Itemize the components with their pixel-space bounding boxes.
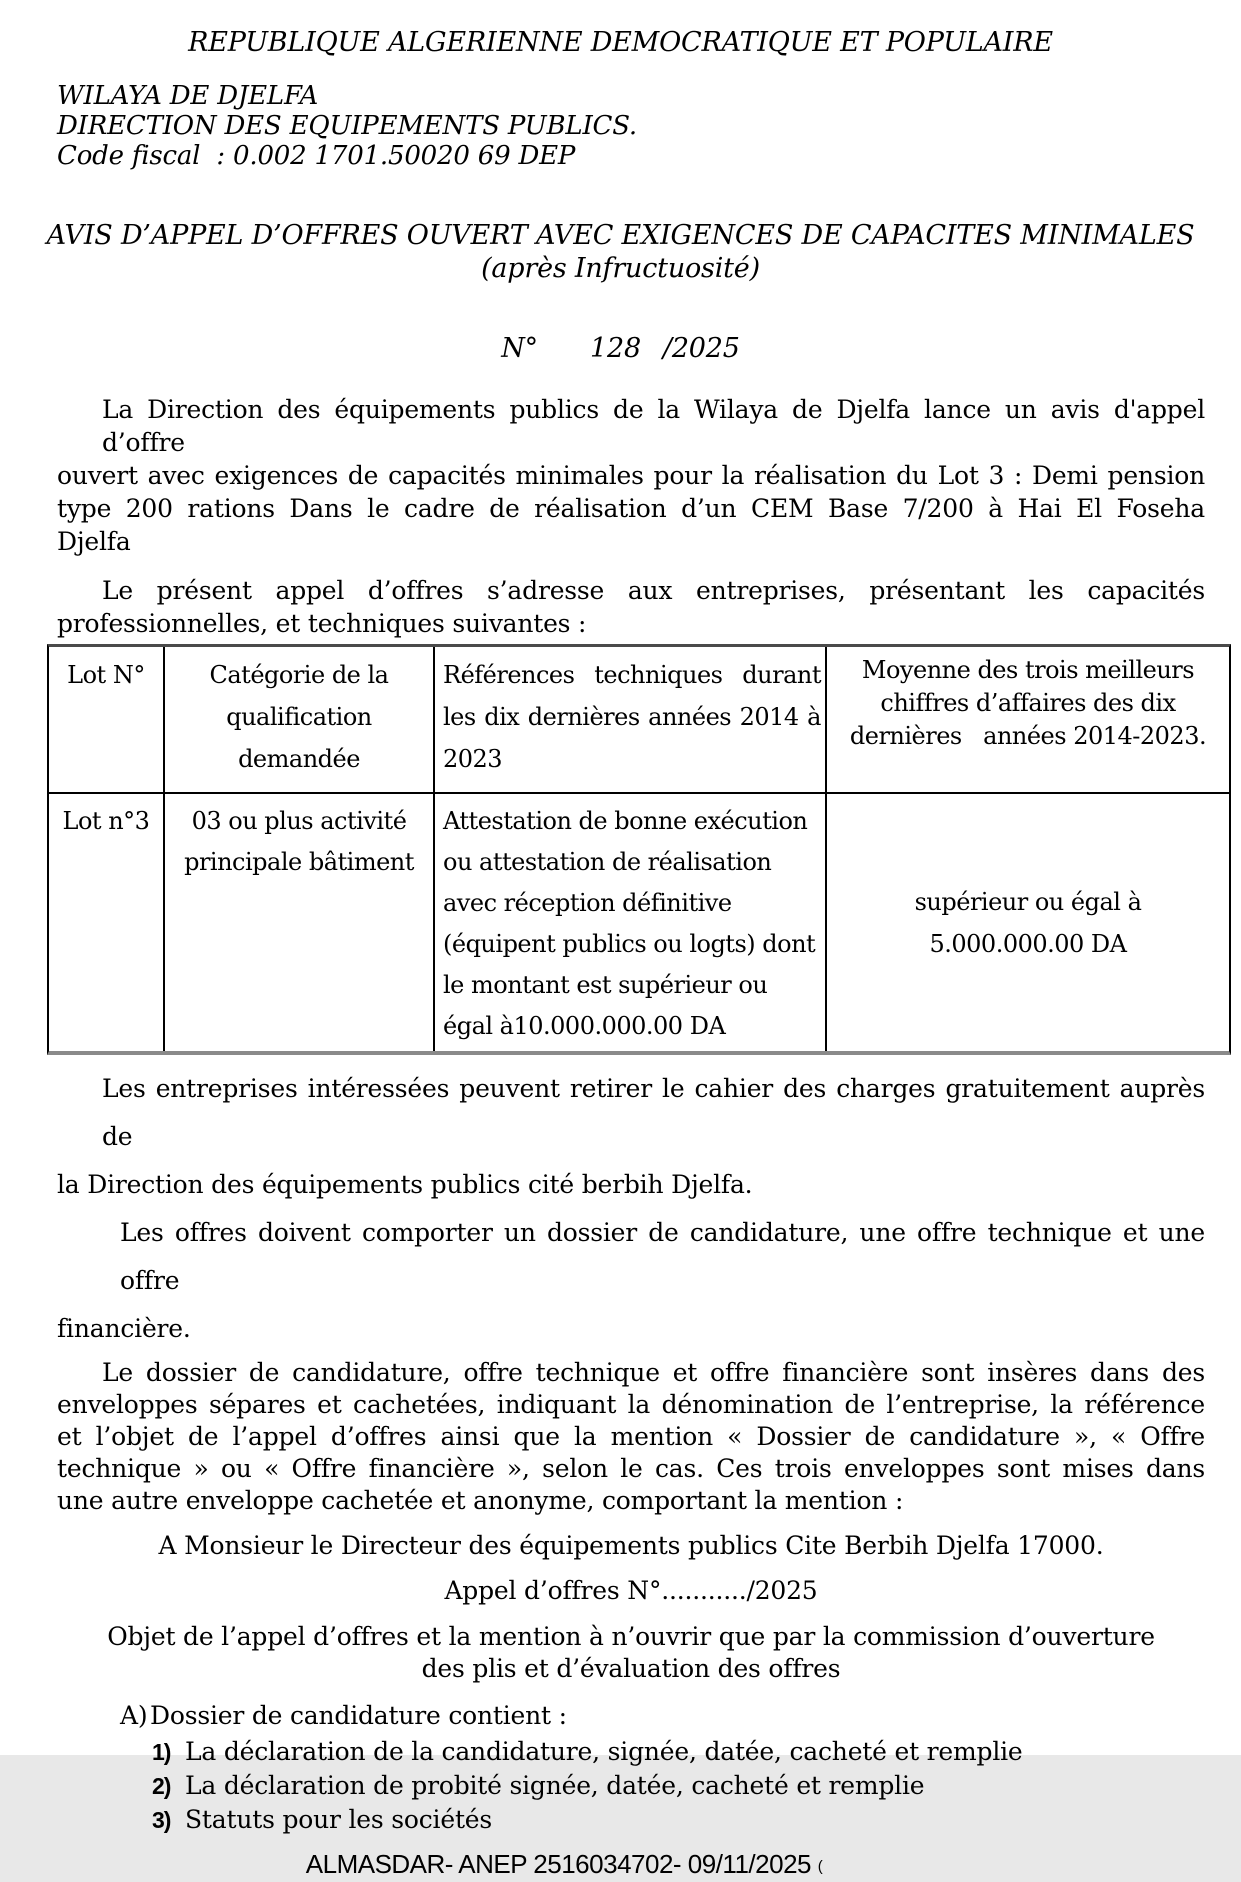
list-item-number: 1) [152, 1739, 171, 1765]
table-cell-montant: supérieur ou égal à 5.000.000.00 DA [914, 887, 1142, 958]
org-code-fiscal: Code fiscal : 0.002 1701.50020 69 DEP [57, 141, 576, 171]
table-cell-lot-n3: Lot n°3 [49, 794, 165, 1051]
list-item [57, 1735, 1205, 1769]
notice-title-block [0, 219, 1241, 285]
notice-subtitle: (après Infructuosité) [481, 253, 760, 284]
list-item-number: 2) [152, 1773, 171, 1799]
objet-line-2: des plis et d’évaluation des offres [421, 1654, 841, 1683]
section-a-marker: A) [120, 1701, 148, 1730]
table-header-references: Références techniques durant les dix dernières années 2014 à 2023 [435, 647, 827, 794]
list-item-number: 3) [152, 1807, 171, 1833]
publication-footer [57, 1849, 1205, 1882]
reference-number-line [0, 335, 1241, 363]
table-header-categorie: Catégorie de la qualification demandée [165, 647, 435, 794]
list-item-text: La déclaration de probité signée, datée, cacheté et remplie [185, 1771, 925, 1800]
republic-title: REPUBLIQUE ALGERIENNE DEMOCRATIQUE ET POPULAIRE [188, 27, 1053, 58]
paragraph-introduction: La Direction des équipements publics de la Wilaya de Djelfa lance un avis d'appel d’offre ouvert avec exigences de capacités minimales pour la réalisation du Lot 3 : Demi pension type 200 rations Dans le cadre de réalisation d’un CEM Base 7/200 à Hai El Foseha Djelfa [57, 395, 1205, 556]
paragraph-cahier-des-charges: Les entreprises intéressées peuvent retirer le cahier des charges gratuitement auprès de la Direction des équipements publics cité berbih Djelfa. [57, 1074, 1205, 1199]
candidature-list [57, 1735, 1205, 1837]
section-a-title: Dossier de candidature contient : [150, 1701, 567, 1730]
list-item [57, 1803, 1205, 1837]
list-item-text: Statuts pour les sociétés [185, 1805, 493, 1834]
paragraph-enveloppes: Le dossier de candidature, offre technique et offre financière sont insères dans des enveloppes sépares et cachetées, indiquant la dénomination de l’entreprise, la référence et l’objet de l’appel d’offres ainsi que la mention « Dossier de candidature », « Offre technique » ou « Offre financière », selon le cas. Ces trois enveloppes sont mises dans une autre enveloppe cachetée et anonyme, comportant la mention : [57, 1358, 1205, 1515]
table-header-lot: Lot N° [49, 647, 165, 794]
objet-block [57, 1621, 1205, 1685]
paragraph-offres: Les offres doivent comporter un dossier de candidature, une offre technique et une offre financière. [57, 1218, 1205, 1343]
table-header-moyenne: Moyenne des trois meilleurs chiffres d’affaires des dix dernières années 2014-2023. [827, 647, 1229, 794]
list-item-text: La déclaration de la candidature, signée, datée, cacheté et remplie [185, 1737, 1023, 1766]
paragraph-capacites: Le présent appel d’offres s’adresse aux entreprises, présentant les capacités professionnelles, et techniques suivantes : [57, 576, 1205, 638]
ref-label: N° [501, 333, 538, 364]
org-wilaya: WILAYA DE DJELFA [57, 81, 319, 111]
offer-reference-line: Appel d’offres N°.........../2025 [444, 1576, 818, 1605]
addressee-line: A Monsieur le Directeur des équipements publics Cite Berbih Djelfa 17000. [158, 1531, 1104, 1560]
org-direction: DIRECTION DES EQUIPEMENTS PUBLICS. [57, 111, 637, 141]
ref-number: 128 [589, 333, 641, 364]
table-cell-attestation: Attestation de bonne exécution ou attestation de réalisation avec réception définitive (équipent publics ou logts) dont le montant est supérieur ou égal à10.000.000.00 DA [435, 794, 827, 1051]
table-cell-categorie: 03 ou plus activité principale bâtiment [165, 794, 435, 1051]
section-a-heading [57, 1699, 1205, 1732]
ref-year: /2025 [662, 333, 740, 364]
organization-block [0, 81, 1241, 171]
objet-line-1: Objet de l’appel d’offres et la mention à n’ouvrir que par la commission d’ouverture [107, 1622, 1155, 1651]
footer-text: ALMASDAR- ANEP 2516034702- 09/11/2025 [305, 1849, 811, 1879]
notice-title: AVIS D’APPEL D’OFFRES OUVERT AVEC EXIGENCES DE CAPACITES MINIMALES [46, 220, 1195, 251]
footer-mark: ( [817, 1858, 823, 1875]
requirements-table [47, 644, 1231, 1055]
list-item [57, 1769, 1205, 1803]
